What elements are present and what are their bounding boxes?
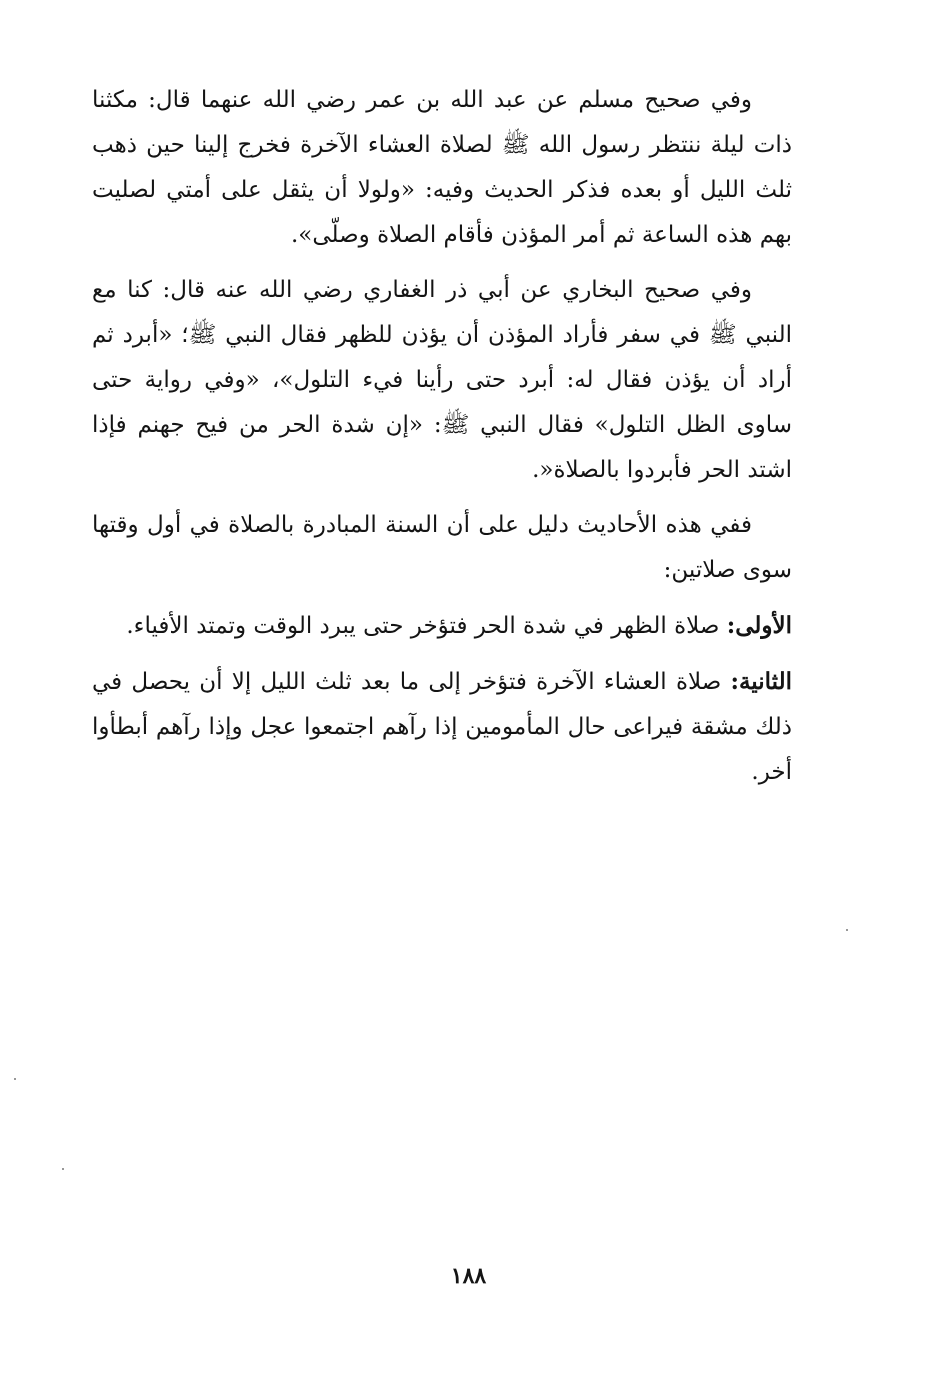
point-first	[92, 603, 792, 649]
point-first-text: صلاة الظهر في شدة الحر فتؤخر حتى يبرد الوقت وتمتد الأفياء.	[126, 613, 727, 639]
scan-speck	[62, 1168, 64, 1170]
scan-speck	[846, 929, 848, 931]
paragraph-conclusion: ففي هذه الأحاديث دليل على أن السنة المبادرة بالصلاة في أول وقتها سوى صلاتين:	[92, 512, 792, 583]
point-second-label: الثانية:	[730, 668, 792, 695]
scan-speck	[14, 1078, 16, 1080]
point-second	[92, 659, 792, 795]
body-text	[92, 78, 792, 805]
point-second-text: صلاة العشاء الآخرة فتؤخر إلى ما بعد ثلث الليل إلا أن يحصل في ذلك مشقة فيراعى حال المأمومين إذا رآهم اجتمعوا عجل وإذا رآهم أبطأوا أخر.	[92, 669, 792, 785]
paragraph-muslim-hadith: وفي صحيح مسلم عن عبد الله بن عمر رضي الله عنهما قال: مكثنا ذات ليلة ننتظر رسول الله ﷺ لصلاة العشاء الآخرة فخرج إلينا حين ذهب ثلث الليل أو بعده فذكر الحديث وفيه: «ولولا أن يثقل على أمتي لصليت بهم هذه الساعة ثم أمر المؤذن فأقام الصلاة وصلّى».	[92, 87, 792, 248]
page-number: ١٨٨	[450, 1263, 487, 1289]
paragraph-bukhari-hadith: وفي صحيح البخاري عن أبي ذر الغفاري رضي الله عنه قال: كنا مع النبي ﷺ في سفر فأراد المؤذن أن يؤذن للظهر فقال النبي ﷺ؛ «أبرد ثم أراد أن يؤذن فقال له: أبرد حتى رأينا فيء التلول»، «وفي رواية حتى ساوى الظل التلول» فقال النبي ﷺ: «إن شدة الحر من فيح جهنم فإذا اشتد الحر فأبردوا بالصلاة«.	[92, 277, 792, 483]
point-first-label: الأولى:	[726, 612, 792, 639]
